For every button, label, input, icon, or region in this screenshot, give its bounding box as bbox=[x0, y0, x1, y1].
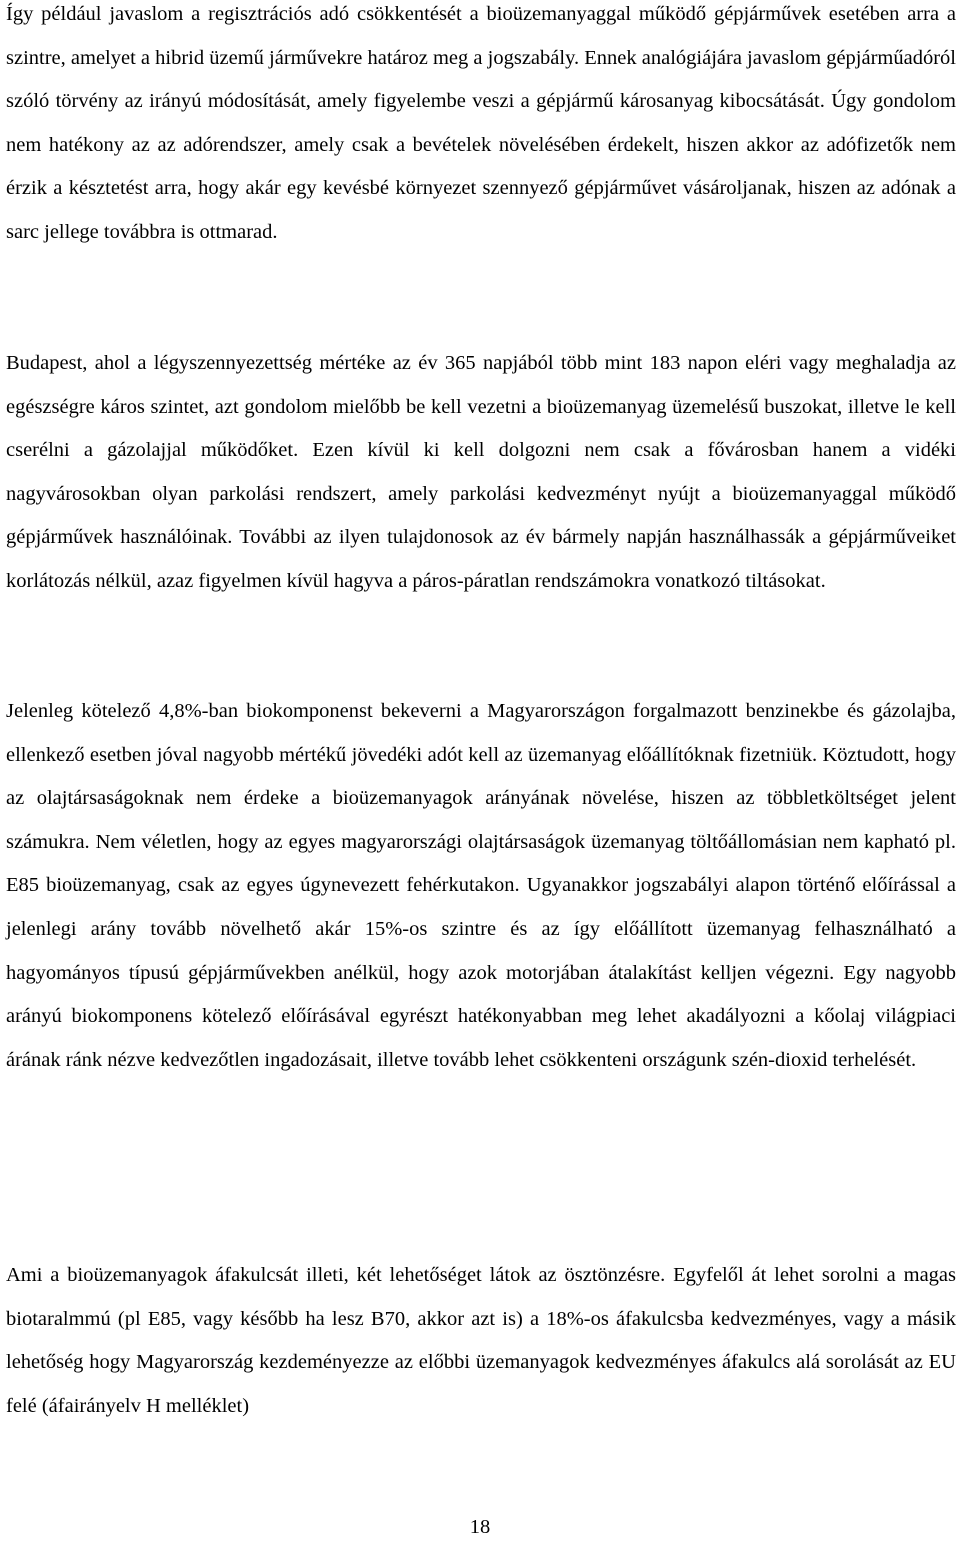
page-number: 18 bbox=[469, 1516, 491, 1538]
paragraph-biocomponent-blending: Jelenleg kötelező 4,8%-ban biokomponenst bekeverni a Magyarországon forgalmazott benzinekbe és gázolajba, ellenkező esetben jóval nagyobb mértékű jövedéki adót kell az üzemanyag előállítóknak fizetniük. Köztudott, hogy az olajtársaságoknak nem érdeke a bioüzemanyagok arányának növelése, hiszen az többletköltséget jelent számukra. Nem véletlen, hogy az egyes magyarországi olajtársaságok üzemanyag töltőállomásian nem kapható pl. E85 bioüzemanyag, csak az egyes úgynevezett fehérkutakon. Ugyanakkor jogszabályi alapon történő előírással a jelenlegi arány tovább növelhető akár 15%-os szintre és az így előállított üzemanyag felhasználható a hagyományos típusú gépjárművekben anélkül, hogy azok motorjában átalakítást kelljen végezni. Egy nagyobb arányú biokomponens kötelező előírásával egyrészt hatékonyabban meg lehet akadályozni a kőolaj világpiaci árának ránk nézve kedvezőtlen ingadozásait, illetve tovább lehet csökkenteni országunk szén-dioxid terhelését. bbox=[6, 700, 956, 1071]
paragraph-registration-tax: Így például javaslom a regisztrációs adó csökkentését a bioüzemanyaggal működő gépjárművek esetében arra a szintre, amelyet a hibrid üzemű járművekre határoz meg a jogszabály. Ennek analógiájára javaslom gépjárműadóról szóló törvény az irányú módosítását, amely figyelembe veszi a gépjármű károsanyag kibocsátását. Úgy gondolom nem hatékony az az adórendszer, amely csak a bevételek növelésében érdekelt, hiszen akkor az adófizetők nem érzik a késztetést arra, hogy akár egy kevésbé környezet szennyező gépjárművet vásároljanak, hiszen az adónak a sarc jellege továbbra is ottmarad. bbox=[6, 3, 956, 243]
paragraph-vat-rate: Ami a bioüzemanyagok áfakulcsát illeti, két lehetőséget látok az ösztönzésre. Egyfelől át lehet sorolni a magas biotaralmmú (pl E85, vagy később ha lesz B70, akkor azt is) a 18%-os áfakulcsba kedvezményes, vagy a másik lehetőség hogy Magyarország kezdeményezze az előbbi üzemanyagok kedvezményes áfakulcs alá sorolását az EU felé (áfairányelv H melléklet) bbox=[6, 1264, 956, 1417]
paragraph-budapest-buses: Budapest, ahol a légyszennyezettség mértéke az év 365 napjából több mint 183 napon eléri vagy meghaladja az egészségre káros szintet, azt gondolom mielőbb be kell vezetni a bioüzemanyag üzemelésű buszokat, illetve le kell cserélni a gázolajjal működőket. Ezen kívül ki kell dolgozni nem csak a fővárosban hanem a vidéki nagyvárosokban olyan parkolási rendszert, amely parkolási kedvezményt nyújt a bioüzemanyaggal működő gépjárművek használóinak. További az ilyen tulajdonosok az év bármely napján használhassák a gépjárműveiket korlátozás nélkül, azaz figyelmen kívül hagyva a páros-páratlan rendszámokra vonatkozó tiltásokat. bbox=[6, 352, 956, 592]
